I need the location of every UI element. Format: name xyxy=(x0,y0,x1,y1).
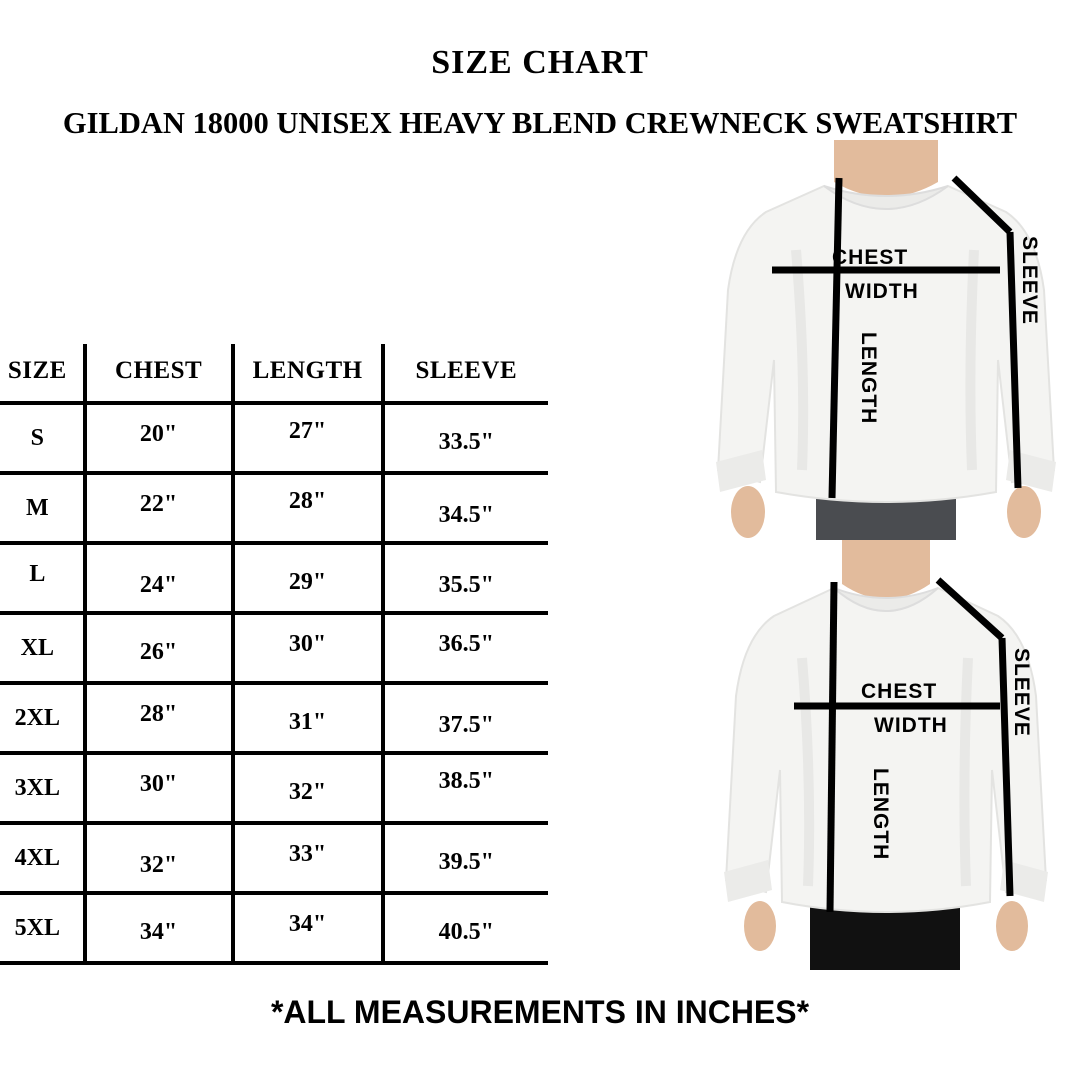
womens-sleeve-label: SLEEVE xyxy=(1010,648,1033,737)
cell-length: 34" xyxy=(233,893,383,963)
column-header-chest: CHEST xyxy=(85,344,233,403)
cell-length: 31" xyxy=(233,683,383,753)
mens-sleeve-label: SLEEVE xyxy=(1018,236,1041,325)
mens-length-label: LENGTH xyxy=(857,332,880,425)
cell-size: M xyxy=(0,473,85,543)
cell-chest: 30" xyxy=(85,753,233,823)
table-row xyxy=(0,683,548,753)
cell-sleeve: 38.5" xyxy=(438,767,494,794)
cell-size: 3XL xyxy=(0,753,85,823)
column-header-size: SIZE xyxy=(0,344,85,403)
table-row xyxy=(0,893,548,963)
table-row xyxy=(0,473,548,543)
table-row xyxy=(0,403,548,473)
cell-sleeve: 39.5" xyxy=(438,848,494,875)
cell-size: L xyxy=(0,543,85,613)
mens-sweatshirt-illustration xyxy=(706,140,1066,540)
table-row xyxy=(0,823,548,893)
womens-chest-label: CHEST xyxy=(861,680,938,703)
mens-chest-label: CHEST xyxy=(832,246,909,269)
cell-chest: 28" xyxy=(85,683,233,753)
cell-size: 2XL xyxy=(0,683,85,753)
cell-length: 27" xyxy=(233,403,383,473)
mens-width-label: WIDTH xyxy=(845,280,919,303)
cell-sleeve: 34.5" xyxy=(438,501,494,528)
cell-sleeve: 36.5" xyxy=(438,630,494,657)
size-chart-table xyxy=(0,344,548,965)
womens-sweatshirt-illustration xyxy=(706,540,1066,970)
column-header-sleeve: SLEEVE xyxy=(415,357,518,384)
cell-length: 28" xyxy=(233,473,383,543)
cell-sleeve: 33.5" xyxy=(438,428,494,455)
column-header-length: LENGTH xyxy=(233,344,383,403)
table-row xyxy=(0,543,548,613)
cell-length: 29" xyxy=(233,543,383,613)
table-row xyxy=(0,753,548,823)
womens-sweatshirt-photo xyxy=(706,540,1066,970)
womens-length-label: LENGTH xyxy=(869,768,892,861)
cell-chest: 22" xyxy=(85,473,233,543)
cell-sleeve: 35.5" xyxy=(438,571,494,598)
cell-length: 30" xyxy=(233,613,383,683)
table-row xyxy=(0,613,548,683)
cell-size: 4XL xyxy=(0,823,85,893)
cell-size: 5XL xyxy=(0,893,85,963)
measurements-note: *ALL MEASUREMENTS IN INCHES* xyxy=(270,994,810,1030)
womens-width-label: WIDTH xyxy=(874,714,948,737)
cell-chest: 34" xyxy=(85,893,233,963)
cell-sleeve: 37.5" xyxy=(438,711,494,738)
cell-sleeve: 40.5" xyxy=(438,918,494,945)
cell-size: XL xyxy=(0,613,85,683)
page-subtitle: GILDAN 18000 UNISEX HEAVY BLEND CREWNECK SWEATSHIRT xyxy=(62,106,1018,140)
page-title: SIZE CHART xyxy=(431,44,649,81)
cell-length: 33" xyxy=(233,823,383,893)
mens-sweatshirt-photo xyxy=(706,140,1066,540)
cell-chest: 32" xyxy=(85,823,233,893)
table-header-row xyxy=(0,344,548,403)
cell-chest: 24" xyxy=(85,543,233,613)
cell-size: S xyxy=(0,403,85,473)
cell-chest: 20" xyxy=(85,403,233,473)
cell-length: 32" xyxy=(233,753,383,823)
cell-chest: 26" xyxy=(85,613,233,683)
